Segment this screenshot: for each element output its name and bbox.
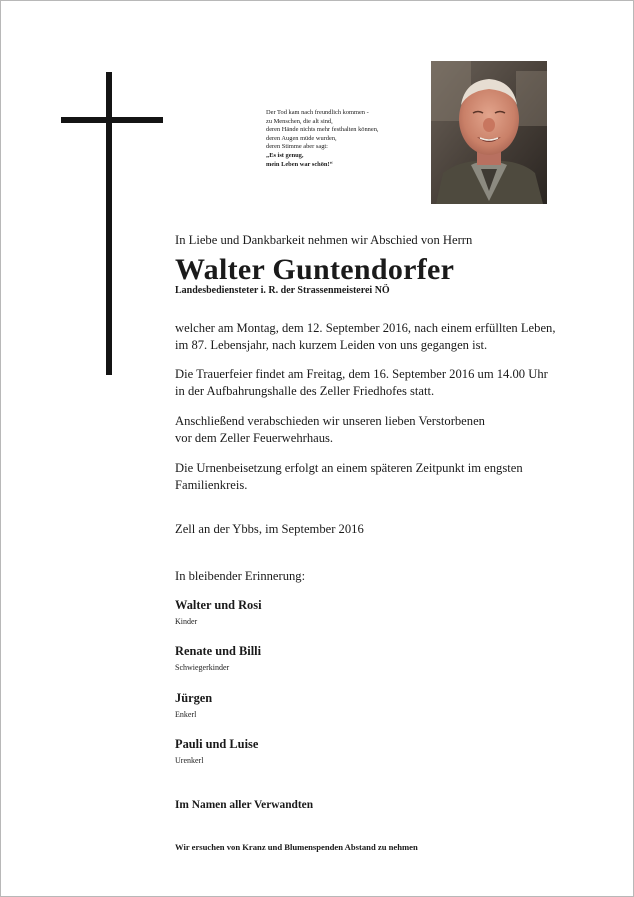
relative-role: Urenkerl <box>175 756 204 765</box>
portrait-photo <box>431 61 547 204</box>
deceased-occupation: Landesbediensteter i. R. der Strassenmeisterei NÖ <box>175 285 390 296</box>
paragraph <box>175 460 523 493</box>
poem-line: deren Hände nichts mehr festhalten können, <box>266 126 379 134</box>
relative-name: Renate und Billi <box>175 644 262 658</box>
relative-name: Jürgen <box>175 691 213 705</box>
paragraph-line: Familienkreis. <box>175 477 248 492</box>
remembrance-heading: In bleibender Erinnerung: <box>175 569 306 583</box>
intro-text: In Liebe und Dankbarkeit nehmen wir Abschied von Herrn <box>175 233 473 247</box>
relative-name: Pauli und Luise <box>175 737 259 751</box>
relative-role: Enkerl <box>175 710 197 719</box>
paragraph-line: Die Trauerfeier findet am Freitag, dem 16. September 2016 um 14.00 Uhr <box>175 367 548 381</box>
relative-role: Kinder <box>175 617 198 626</box>
paragraph-line: im 87. Lebensjahr, nach kurzem Leiden von uns gegangen ist. <box>175 337 488 352</box>
poem-line-bold: „Es ist genug, <box>266 151 304 159</box>
poem-line: deren Augen müde wurden, <box>266 134 337 142</box>
paragraph-line: Die Urnenbeisetzung erfolgt an einem späteren Zeitpunkt im engsten <box>175 461 523 475</box>
poem-line: zu Menschen, die alt sind, <box>266 117 333 125</box>
paragraph <box>175 413 485 446</box>
relative-role: Schwiegerkinder <box>175 663 230 672</box>
poem <box>266 109 416 169</box>
poem-line: Der Tod kam nach freundlich kommen - <box>266 109 369 116</box>
flower-request: Wir ersuchen von Kranz und Blumenspenden Abstand zu nehmen <box>175 842 418 852</box>
closing-line: Im Namen aller Verwandten <box>175 799 314 811</box>
paragraph-line: welcher am Montag, dem 12. September 2016, nach einem erfüllten Leben, <box>175 321 556 335</box>
poem-line-bold: mein Leben war schön!“ <box>266 160 333 168</box>
deceased-name: Walter Guntendorfer <box>175 253 455 286</box>
poem-line: deren Stimme aber sagt: <box>266 143 328 151</box>
paragraph-line: Anschließend verabschieden wir unseren lieben Verstorbenen <box>175 414 485 428</box>
paragraph-line: vor dem Zeller Feuerwehrhaus. <box>175 430 334 445</box>
relative-name: Walter und Rosi <box>175 598 262 612</box>
paragraph-line: in der Aufbahrungshalle des Zeller Friedhofes statt. <box>175 383 435 398</box>
place-date: Zell an der Ybbs, im September 2016 <box>175 522 364 536</box>
paragraph <box>175 320 555 353</box>
paragraph <box>175 366 548 399</box>
